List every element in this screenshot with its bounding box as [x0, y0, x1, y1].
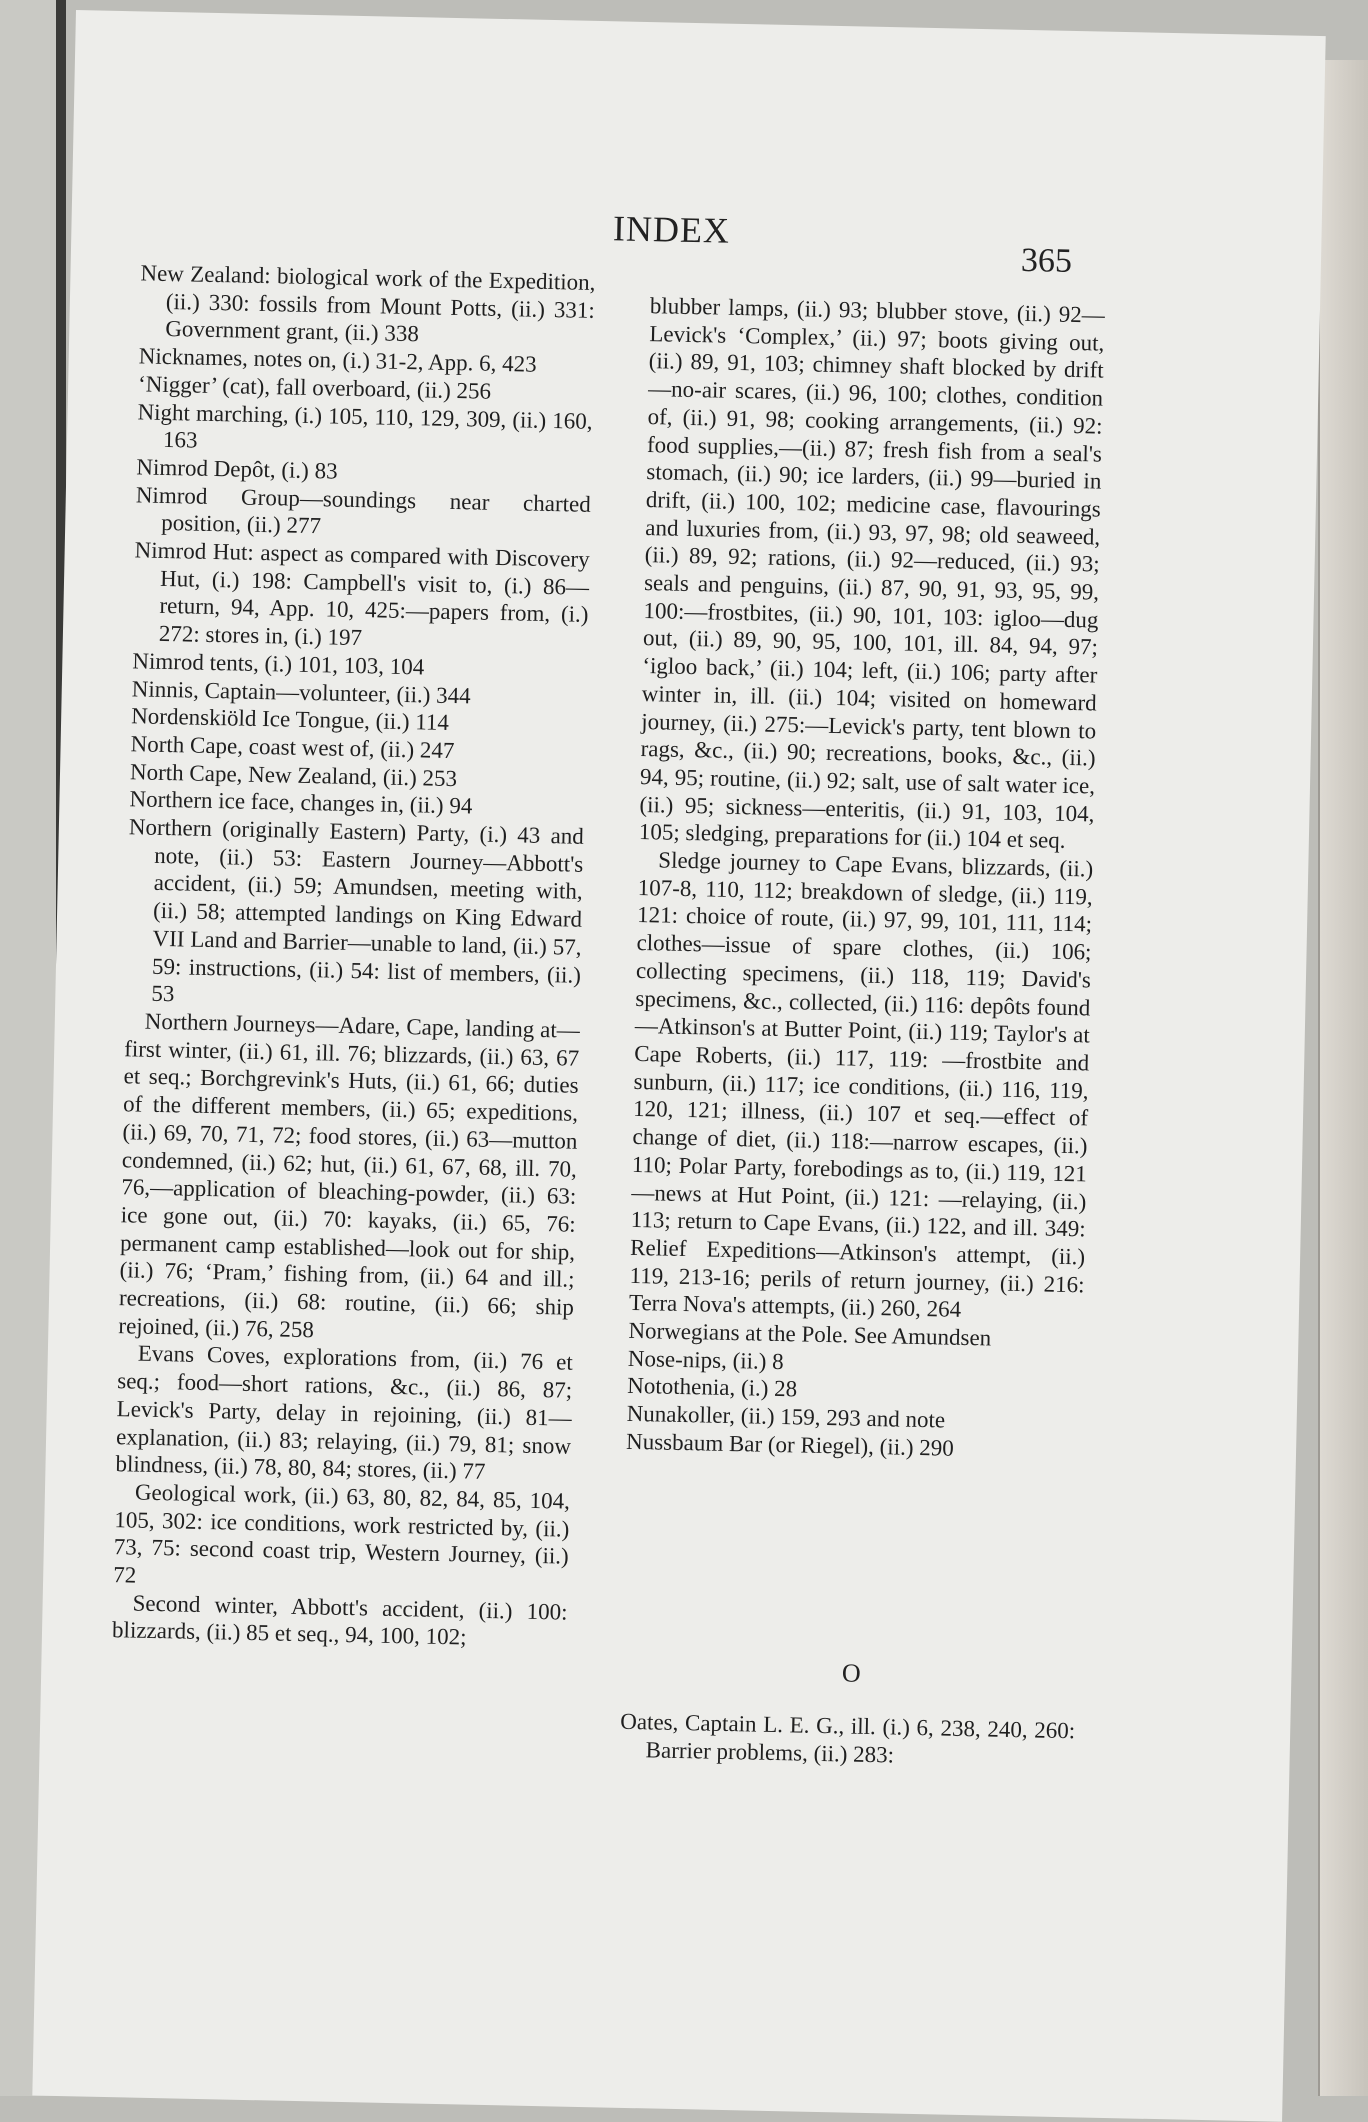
- index-entry: Nimrod Hut: aspect as compared with Discovery Hut, (i.) 198: Campbell's visit to, (i.) 86—return, 94, App. 10, 425:—papers from, (i.) 272: stores in, (i.) 197: [134, 537, 590, 651]
- index-entry: Nicknames, notes on, (i.) 31-2, App. 6, 423: [138, 343, 537, 377]
- index-entry: Nose-nips, (ii.) 8: [627, 1345, 784, 1374]
- index-entry: Ninnis, Captain—volunteer, (ii.) 344: [131, 675, 471, 708]
- index-column-right: [626, 292, 1105, 1465]
- index-subentry: Geological work, (ii.) 63, 80, 82, 84, 85, 104, 105, 302: ice conditions, work restricted by, (ii.) 73, 75: second coast trip, Western Journey, (ii.) 72: [112, 1479, 571, 1588]
- index-entry: New Zealand: biological work of the Expedition, (ii.) 330: fossils from Mount Potts, (ii.) 331: Government grant, (ii.) 338: [140, 260, 596, 347]
- index-entry: Nussbaum Bar (or Riegel), (ii.) 290: [625, 1428, 955, 1461]
- index-entry: Northern (originally Eastern) Party, (i.) 43 and note, (ii.) 53: Eastern Journey—Abbott's accident, (ii.) 59; Amundsen, meeting with, (ii.) 58; attempted landings on King Edward VII Land and Barrier—unable to land, (ii.) 57, 59: instructions, (ii.) 54: list of members, (ii.) 53: [128, 814, 585, 1007]
- page-number: 365: [1020, 241, 1073, 280]
- index-subentry: Sledge journey to Cape Evans, blizzards, (ii.) 107-8, 110, 112; breakdown of sledge, (ii.) 119, 121: choice of route, (ii.) 97, 99, 101, 111, 114; clothes—issue of spare clothes, (ii.) 106; collecting specimens, (ii.) 118, 119; David's specimens, &c., collected, (ii.) 116: depôts found—Atkinson's at Butter Point, (ii.) 119; Taylor's at Cape Roberts, (ii.) 117, 119: —frostbite and sunburn, (ii.) 117; ice conditions, (ii.) 116, 119, 120, 121; illness, (ii.) 107 et seq.—effect of change of diet, (ii.) 118:—narrow escapes, (ii.) 110; Polar Party, forebodings as to, (ii.) 119, 121—news at Hut Point, (ii.) 121: —relaying, (ii.) 113; return to Cape Evans, (ii.) 122, and ill. 349: Relief Expeditions—Atkinson's attempt, (ii.) 119, 213-16; perils of return journey, (ii.) 216: Terra Nova's attempts, (ii.) 260, 264: [628, 847, 1094, 1323]
- index-subentry: blubber lamps, (ii.) 93; blubber stove, (ii.) 92—Levick's ‘Complex,’ (ii.) 97; boots giving out, (ii.) 89, 91, 103; chimney shaft blocked by drift—no-air scares, (ii.) 96, 100; clothes, condition of, (ii.) 91, 98; cooking arrangements, (ii.) 92: food supplies,—(ii.) 87; fresh fish from a seal's stomach, (ii.) 90; ice larders, (ii.) 99—buried in drift, (ii.) 100, 102; medicine case, flavourings and luxuries from, (ii.) 93, 97, 98; old seaweed, (ii.) 89, 92; rations, (ii.) 92—reduced, (ii.) 93; seals and penguins, (ii.) 87, 90, 91, 93, 95, 99, 100:—frostbites, (ii.) 90, 101, 103: igloo—dug out, (ii.) 89, 90, 95, 100, 101, ill. 84, 94, 97; ‘igloo back,’ (ii.) 104; left, (ii.) 106; party after winter in, ill. (ii.) 104; visited on homeward journey, (ii.) 275:—Levick's party, tent blown to rags, &c., (ii.) 90; recreations, books, &c., (ii.) 94, 95; routine, (ii.) 92; salt, use of salt water ice, (ii.) 95; sickness—enteritis, (ii.) 91, 103, 104, 105; sledging, preparations for (ii.) 104 et seq.: [638, 293, 1106, 854]
- index-entry: Notothenia, (i.) 28: [627, 1373, 798, 1402]
- index-column-left: [112, 259, 596, 1653]
- index-entry: Nimrod tents, (i.) 101, 103, 104: [132, 648, 425, 680]
- section-letter: O: [841, 1658, 862, 1688]
- index-entry: Nunakoller, (ii.) 159, 293 and note: [626, 1400, 946, 1433]
- index-entry: Oates, Captain L. E. G., ill. (i.) 6, 238, 240, 260: Barrier problems, (ii.) 283:: [620, 1708, 1076, 1768]
- index-entry: Nimrod Depôt, (i.) 83: [136, 454, 338, 484]
- index-column-right-o: [619, 1708, 1075, 1773]
- index-entry: Nordenskiöld Ice Tongue, (ii.) 114: [130, 703, 450, 736]
- running-header: INDEX: [612, 208, 731, 251]
- book-page: [32, 10, 1325, 2122]
- index-entry: North Cape, New Zealand, (ii.) 253: [129, 758, 458, 791]
- index-entry: Night marching, (i.) 105, 110, 129, 309, (ii.) 160, 163: [137, 398, 593, 453]
- index-entry: Northern ice face, changes in, (ii.) 94: [129, 786, 473, 819]
- index-entry: ‘Nigger’ (cat), fall overboard, (ii.) 256: [137, 371, 492, 404]
- index-subentry: Evans Coves, explorations from, (ii.) 76 et seq.; food—short rations, &c., (ii.) 86, 87; Levick's Party, delay in rejoining, (ii.) 81—explanation, (ii.) 83; relaying, (ii.) 79, 81; snow blindness, (ii.) 78, 80, 84; stores, (ii.) 77: [115, 1341, 574, 1485]
- index-subentry: Second winter, Abbott's accident, (ii.) 100: blizzards, (ii.) 85 et seq., 94, 100, 102;: [111, 1590, 568, 1650]
- index-entry: Nimrod Group—soundings near charted position, (ii.) 277: [135, 481, 592, 539]
- page-stack-edge: [1318, 60, 1368, 2096]
- index-entry: North Cape, coast west of, (ii.) 247: [130, 731, 455, 764]
- index-subentry: Northern Journeys—Adare, Cape, landing at—first winter, (ii.) 61, ill. 76; blizzards, (ii.) 63, 67 et seq.; Borchgrevink's Huts, (ii.) 61, 66; duties of the different members, (ii.) 65; expeditions, (ii.) 69, 70, 71, 72; food stores, (ii.) 63—mutton condemned, (ii.) 62; hut, (ii.) 61, 67, 68, ill. 70, 76,—application of bleaching-powder, (ii.) 63: ice gone out, (ii.) 70: kayaks, (ii.) 65, 76: permanent camp established—look out for ship, (ii.) 76; ‘Pram,’ fishing from, (ii.) 64 and ill.; recreations, (ii.) 68: routine, (ii.) 66; ship rejoined, (ii.) 76, 258: [118, 1008, 581, 1342]
- index-entry: Norwegians at the Pole. See Amundsen: [628, 1317, 992, 1351]
